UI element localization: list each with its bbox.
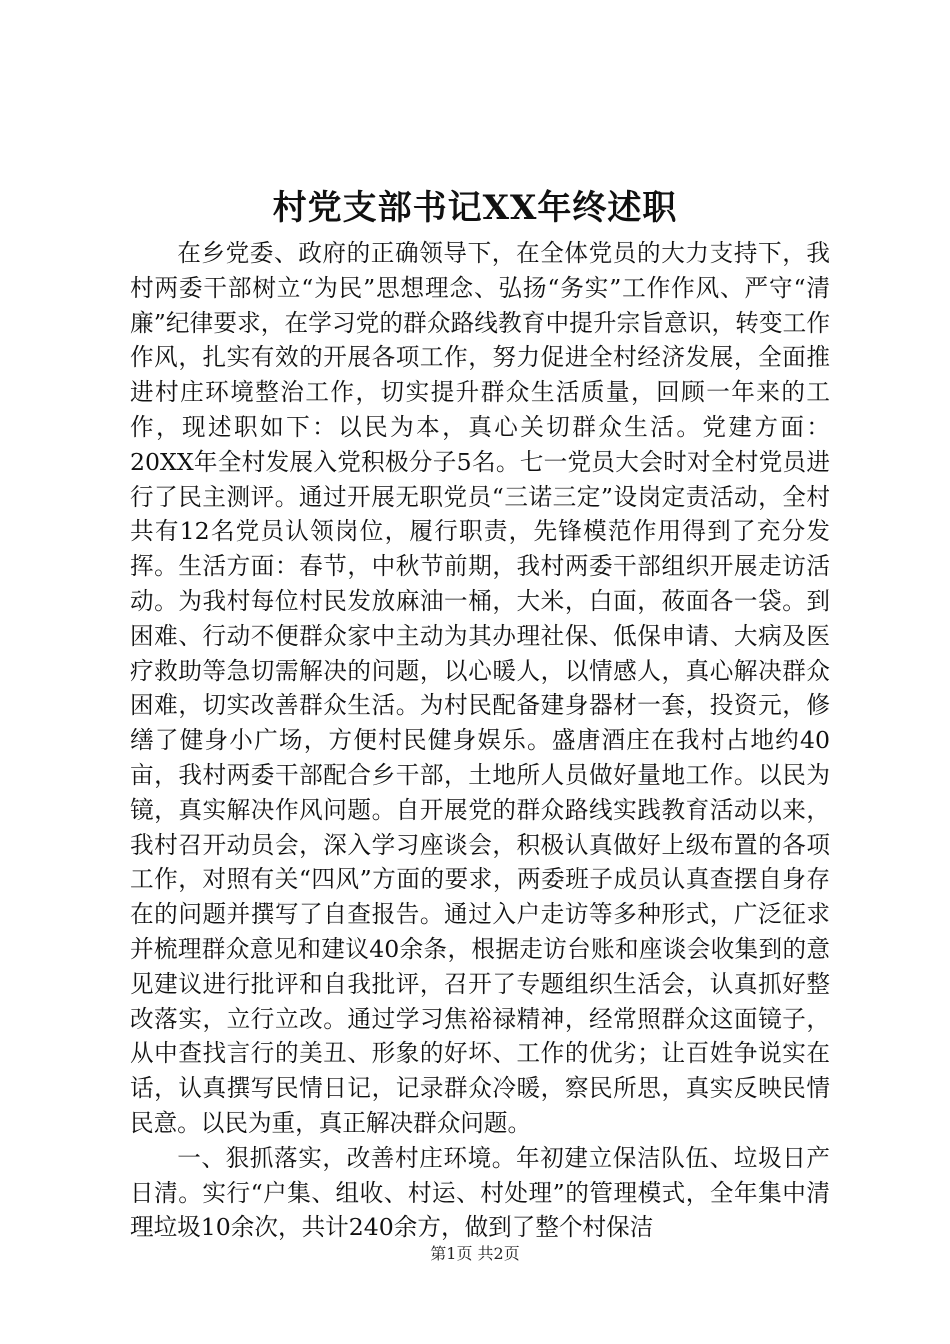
paragraph-1: 在乡党委、政府的正确领导下，在全体党员的大力支持下，我村两委干部树立“为民”思想理念、弘扬“务实”工作作风、严守“清廉”纪律要求，在学习党的群众路线教育中提升宗旨意识，转变工作作风，扎实有效的开展各项工作，努力促进全村经济发展，全面推进村庄环境整治工作，切实提升群众生活质量，回顾一年来的工作，现述职如下：以民为本，真心关切群众生活。党建方面：20XX年全村发展入党积极分子5名。七一党员大会时对全村党员进行了民主测评。通过开展无职党员“三诺三定”设岗定责活动，全村共有12名党员认领岗位，履行职责，先锋模范作用得到了充分发挥。生活方面：春节，中秋节前期，我村两委干部组织开展走访活动。为我村每位村民发放麻油一桶，大米，白面，莜面各一袋。到困难、行动不便群众家中主动为其办理社保、低保申请、大病及医疗救助等急切需解决的问题，以心暖人，以情感人，真心解决群众困难，切实改善群众生活。为村民配备建身器材一套，投资元，修缮了健身小广场，方便村民健身娱乐。盛唐酒庄在我村占地约40亩，我村两委干部配合乡干部，土地所人员做好量地工作。以民为镜，真实解决作风问题。自开展党的群众路线实践教育活动以来，我村召开动员会，深入学习座谈会，积极认真做好上级布置的各项工作，对照有关“四风”方面的要求，两委班子成员认真查摆自身存在的问题并撰写了自查报告。通过入户走访等多种形式，广泛征求并梳理群众意见和建议40余条，根据走访台账和座谈会收集到的意见建议进行批评和自我批评，召开了专题组织生活会，认真抓好整改落实，立行立改。通过学习焦裕禄精神，经常照群众这面镜子，从中查找言行的美丑、形象的好坏、工作的优劣；让百姓争说实在话，认真撰写民情日记，记录群众冷暖，察民所思，真实反映民情民意。以民为重，真正解决群众问题。 [130, 239, 830, 1137]
document-title: 村党支部书记XX年终述职 [272, 188, 678, 228]
document-body [130, 236, 830, 1245]
paragraph-2: 一、狠抓落实，改善村庄环境。年初建立保洁队伍、垃圾日产日清。实行“户集、组收、村运、村处理”的管理模式，全年集中清理垃圾10余次，共计240余方，做到了整个村保洁 [130, 1143, 830, 1242]
page-number-footer: 第1页 共2页 [430, 1244, 520, 1263]
